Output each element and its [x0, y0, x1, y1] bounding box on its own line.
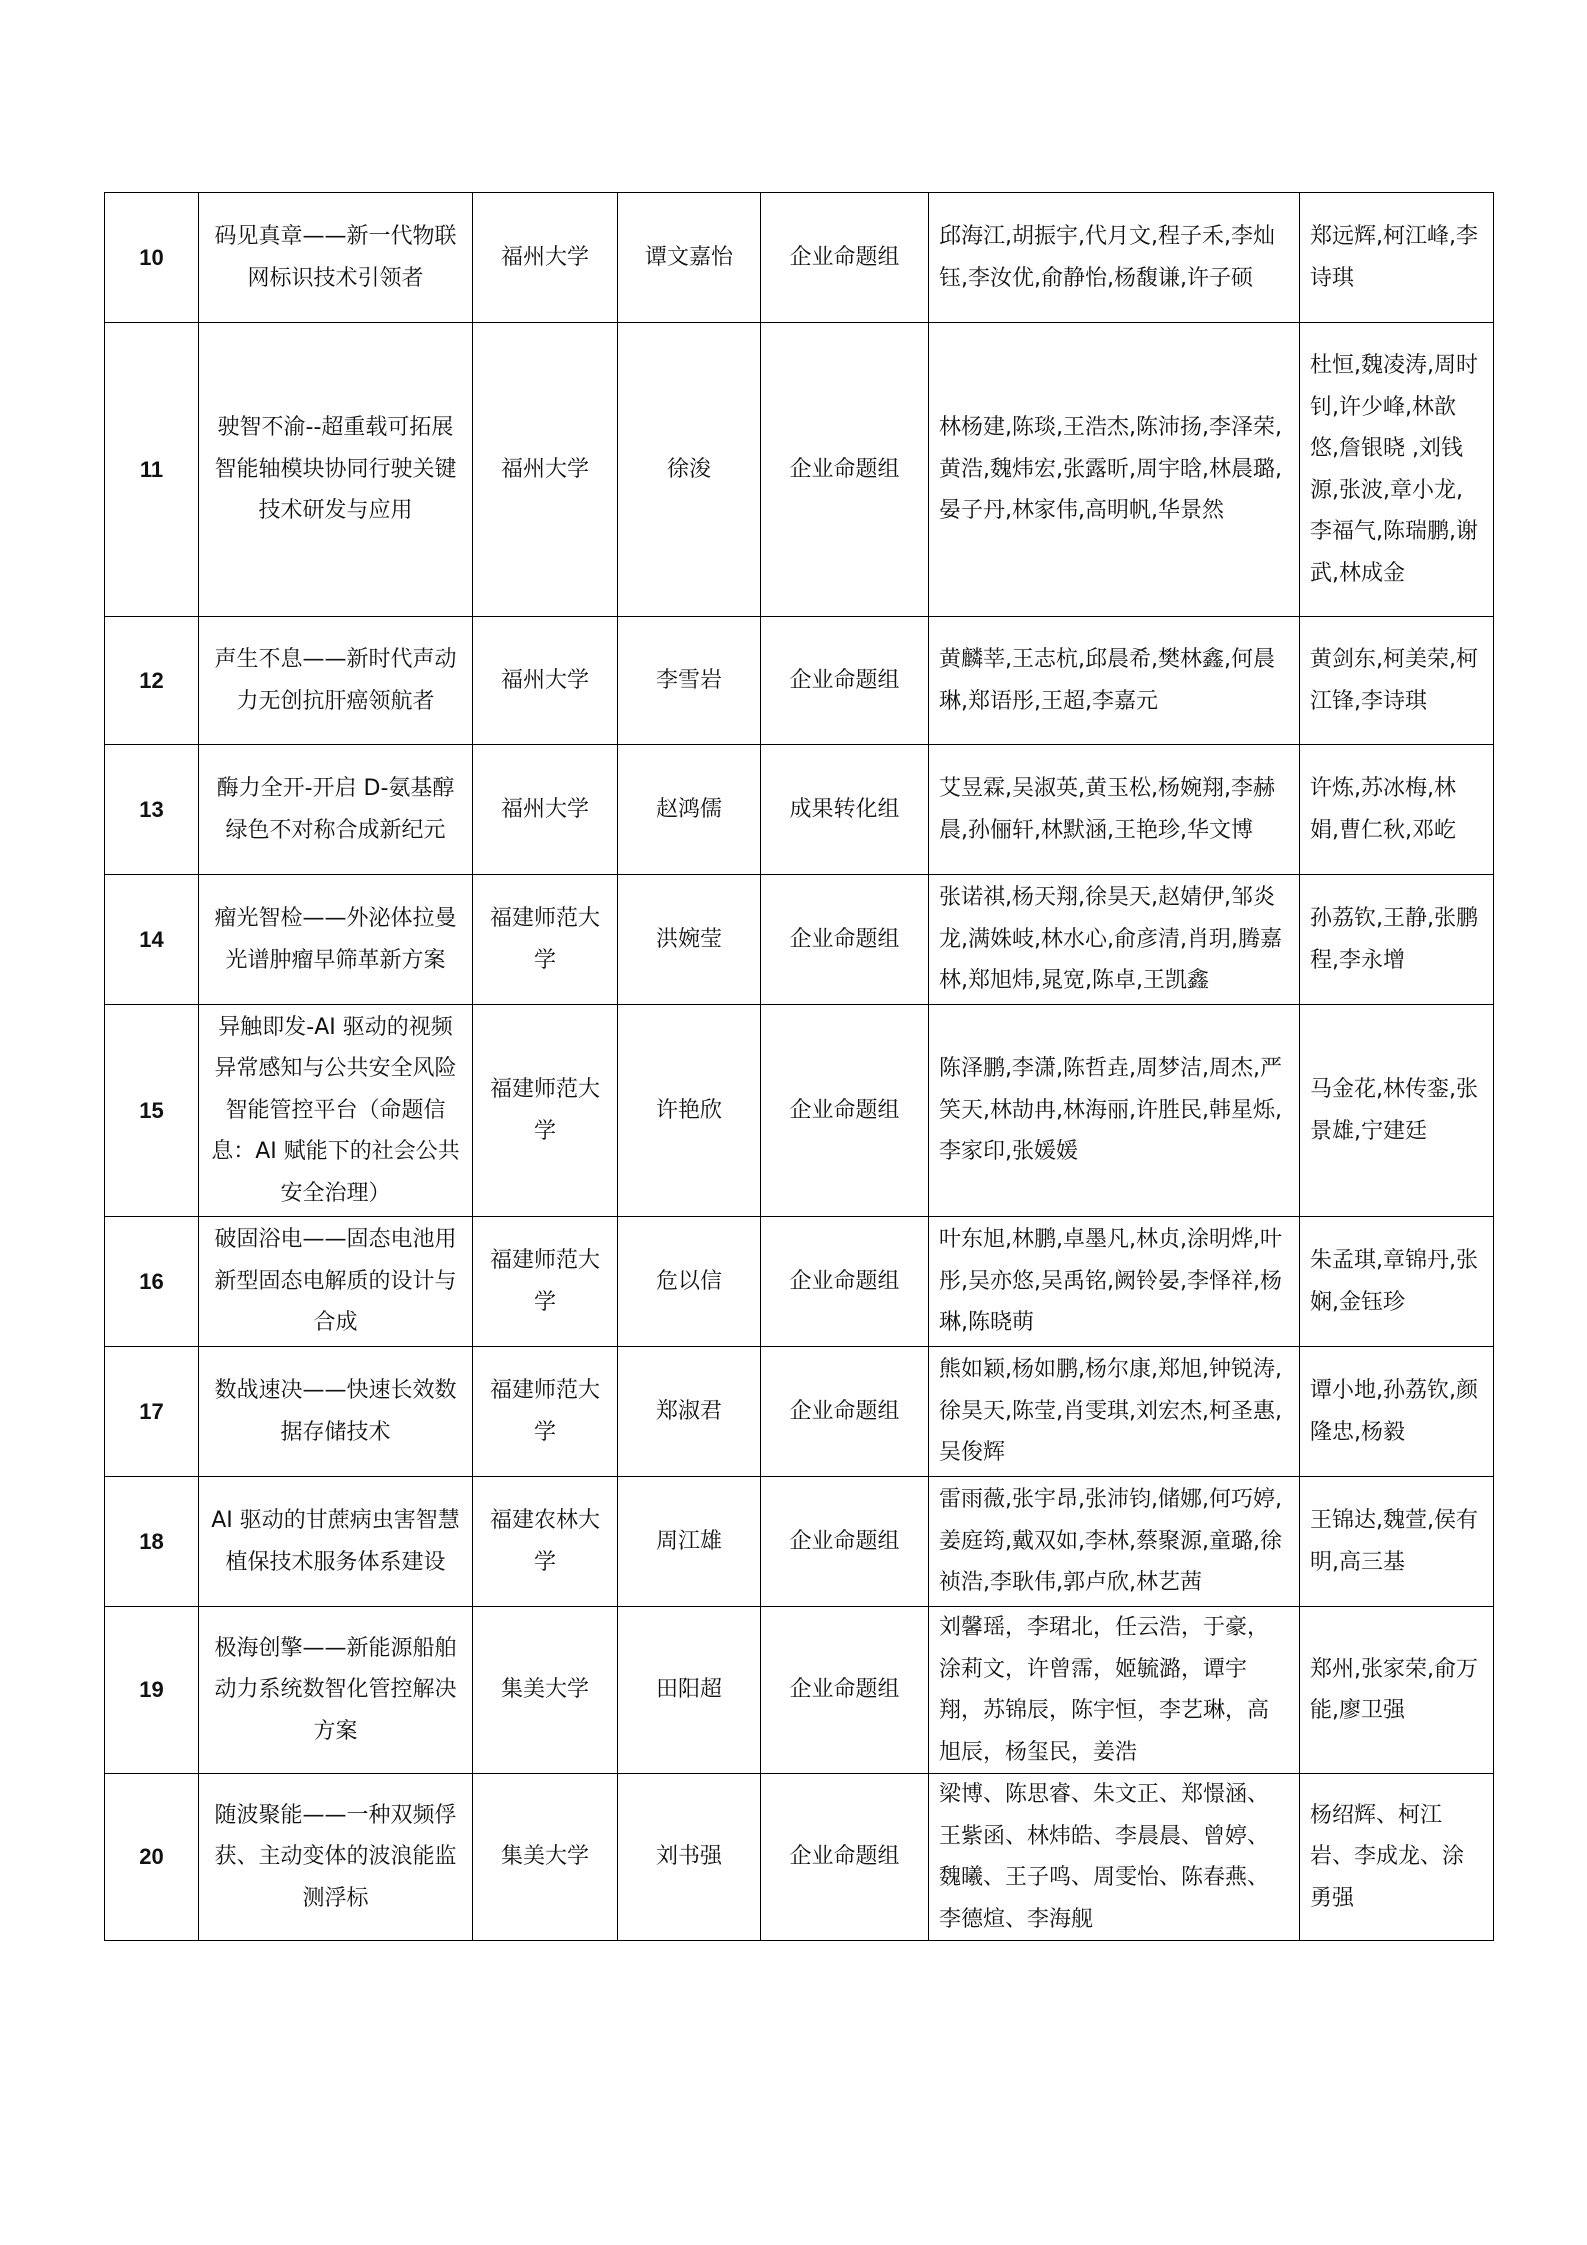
row-number: 17 [105, 1347, 199, 1477]
school-name: 福建师范大学 [473, 875, 618, 1005]
row-number: 15 [105, 1005, 199, 1217]
row-number: 10 [105, 193, 199, 323]
team-leader: 周江雄 [618, 1477, 761, 1607]
table-row [105, 1217, 1494, 1347]
row-number: 20 [105, 1774, 199, 1941]
category-group: 企业命题组 [761, 875, 929, 1005]
team-leader: 谭文嘉怡 [618, 193, 761, 323]
table-row [105, 745, 1494, 875]
advisors: 杨绍辉、柯江岩、李成龙、涂勇强 [1300, 1774, 1494, 1941]
table-row [105, 1774, 1494, 1941]
category-group: 企业命题组 [761, 1607, 929, 1774]
team-members: 艾昱霖,吴淑英,黄玉松,杨婉翔,李赫晨,孙俪轩,林默涵,王艳珍,华文博 [929, 745, 1300, 875]
team-leader: 许艳欣 [618, 1005, 761, 1217]
project-title: 极海创擎——新能源船舶动力系统数智化管控解决方案 [199, 1607, 473, 1774]
advisors: 孙荔钦,王静,张鹏程,李永增 [1300, 875, 1494, 1005]
row-number: 12 [105, 617, 199, 745]
school-name: 福建师范大学 [473, 1005, 618, 1217]
category-group: 企业命题组 [761, 323, 929, 617]
category-group: 企业命题组 [761, 1774, 929, 1941]
school-name: 福州大学 [473, 193, 618, 323]
team-members: 邱海江,胡振宇,代月文,程子禾,李灿钰,李汝优,俞静怡,杨馥谦,许子硕 [929, 193, 1300, 323]
table-row [105, 875, 1494, 1005]
team-members: 黄麟莘,王志杭,邱晨希,樊林鑫,何晨琳,郑语彤,王超,李嘉元 [929, 617, 1300, 745]
row-number: 11 [105, 323, 199, 617]
project-title: 声生不息——新时代声动力无创抗肝癌领航者 [199, 617, 473, 745]
advisors: 马金花,林传銮,张景雄,宁建廷 [1300, 1005, 1494, 1217]
awards-table [104, 192, 1494, 1941]
advisors: 朱孟琪,章锦丹,张娴,金钰珍 [1300, 1217, 1494, 1347]
team-members: 雷雨薇,张宇昂,张沛钧,储娜,何巧婷,姜庭筠,戴双如,李林,蔡聚源,童璐,徐祯浩,李耿伟,郭卢欣,林艺茜 [929, 1477, 1300, 1607]
school-name: 福州大学 [473, 617, 618, 745]
team-leader: 田阳超 [618, 1607, 761, 1774]
team-members: 梁博、陈思睿、朱文正、郑憬涵、王紫函、林炜皓、李晨晨、曾婷、魏曦、王子鸣、周雯怡、陈春燕、李德煊、李海舰 [929, 1774, 1300, 1941]
row-number: 14 [105, 875, 199, 1005]
team-leader: 徐浚 [618, 323, 761, 617]
school-name: 福州大学 [473, 745, 618, 875]
school-name: 福建师范大学 [473, 1347, 618, 1477]
project-title: 酶力全开-开启 D-氨基醇绿色不对称合成新纪元 [199, 745, 473, 875]
project-title: AI 驱动的甘蔗病虫害智慧植保技术服务体系建设 [199, 1477, 473, 1607]
table-row [105, 193, 1494, 323]
team-members: 张诺祺,杨天翔,徐昊天,赵婧伊,邹炎龙,满姝岐,林水心,俞彦清,肖玥,腾嘉林,郑旭炜,晁宽,陈卓,王凯鑫 [929, 875, 1300, 1005]
school-name: 集美大学 [473, 1774, 618, 1941]
table-row [105, 1005, 1494, 1217]
advisors: 杜恒,魏凌涛,周时钊,许少峰,林歆悠,詹银晓 ,刘钱源,张波,章小龙,李福气,陈瑞鹏,谢武,林成金 [1300, 323, 1494, 617]
team-members: 叶东旭,林鹏,卓墨凡,林贞,涂明烨,叶彤,吴亦悠,吴禹铭,阙铃晏,李怿祥,杨琳,陈晓萌 [929, 1217, 1300, 1347]
category-group: 企业命题组 [761, 1347, 929, 1477]
team-leader: 赵鸿儒 [618, 745, 761, 875]
project-title: 驶智不渝--超重载可拓展智能轴模块协同行驶关键技术研发与应用 [199, 323, 473, 617]
team-members: 林杨建,陈琰,王浩杰,陈沛扬,李泽荣,黄浩,魏炜宏,张露昕,周宇晗,林晨璐,晏子丹,林家伟,高明帆,华景然 [929, 323, 1300, 617]
school-name: 福建师范大学 [473, 1217, 618, 1347]
row-number: 19 [105, 1607, 199, 1774]
project-title: 异触即发-AI 驱动的视频异常感知与公共安全风险智能管控平台（命题信息：AI 赋能下的社会公共安全治理） [199, 1005, 473, 1217]
advisors: 郑远辉,柯江峰,李诗琪 [1300, 193, 1494, 323]
table-row [105, 1477, 1494, 1607]
team-leader: 洪婉莹 [618, 875, 761, 1005]
project-title: 数战速决——快速长效数据存储技术 [199, 1347, 473, 1477]
team-leader: 郑淑君 [618, 1347, 761, 1477]
team-members: 熊如颖,杨如鹏,杨尔康,郑旭,钟锐涛,徐昊天,陈莹,肖雯琪,刘宏杰,柯圣惠,吴俊辉 [929, 1347, 1300, 1477]
school-name: 集美大学 [473, 1607, 618, 1774]
team-leader: 刘书强 [618, 1774, 761, 1941]
team-members: 陈泽鹏,李潇,陈哲垚,周梦洁,周杰,严笑天,林劼冉,林海丽,许胜民,韩星烁,李家印,张媛媛 [929, 1005, 1300, 1217]
row-number: 13 [105, 745, 199, 875]
team-leader: 危以信 [618, 1217, 761, 1347]
category-group: 企业命题组 [761, 617, 929, 745]
category-group: 企业命题组 [761, 1217, 929, 1347]
category-group: 成果转化组 [761, 745, 929, 875]
team-leader: 李雪岩 [618, 617, 761, 745]
advisors: 黄剑东,柯美荣,柯江锋,李诗琪 [1300, 617, 1494, 745]
project-title: 码见真章——新一代物联网标识技术引领者 [199, 193, 473, 323]
table-row [105, 323, 1494, 617]
project-title: 瘤光智检——外泌体拉曼光谱肿瘤早筛革新方案 [199, 875, 473, 1005]
category-group: 企业命题组 [761, 193, 929, 323]
advisors: 许炼,苏冰梅,林娟,曹仁秋,邓屹 [1300, 745, 1494, 875]
category-group: 企业命题组 [761, 1005, 929, 1217]
advisors: 郑州,张家荣,俞万能,廖卫强 [1300, 1607, 1494, 1774]
school-name: 福建农林大学 [473, 1477, 618, 1607]
project-title: 破固浴电——固态电池用新型固态电解质的设计与合成 [199, 1217, 473, 1347]
table-row [105, 1347, 1494, 1477]
category-group: 企业命题组 [761, 1477, 929, 1607]
project-title: 随波聚能——一种双频俘获、主动变体的波浪能监测浮标 [199, 1774, 473, 1941]
table-row [105, 617, 1494, 745]
school-name: 福州大学 [473, 323, 618, 617]
team-members: 刘馨瑶，李珺北，任云浩，于豪，涂莉文，许曾霈，姬毓潞，谭宇翔，苏锦辰，陈宇恒，李艺琳，高旭辰，杨玺民，姜浩 [929, 1607, 1300, 1774]
table-row [105, 1607, 1494, 1774]
row-number: 16 [105, 1217, 199, 1347]
advisors: 王锦达,魏萱,侯有明,高三基 [1300, 1477, 1494, 1607]
row-number: 18 [105, 1477, 199, 1607]
advisors: 谭小地,孙荔钦,颜隆忠,杨毅 [1300, 1347, 1494, 1477]
